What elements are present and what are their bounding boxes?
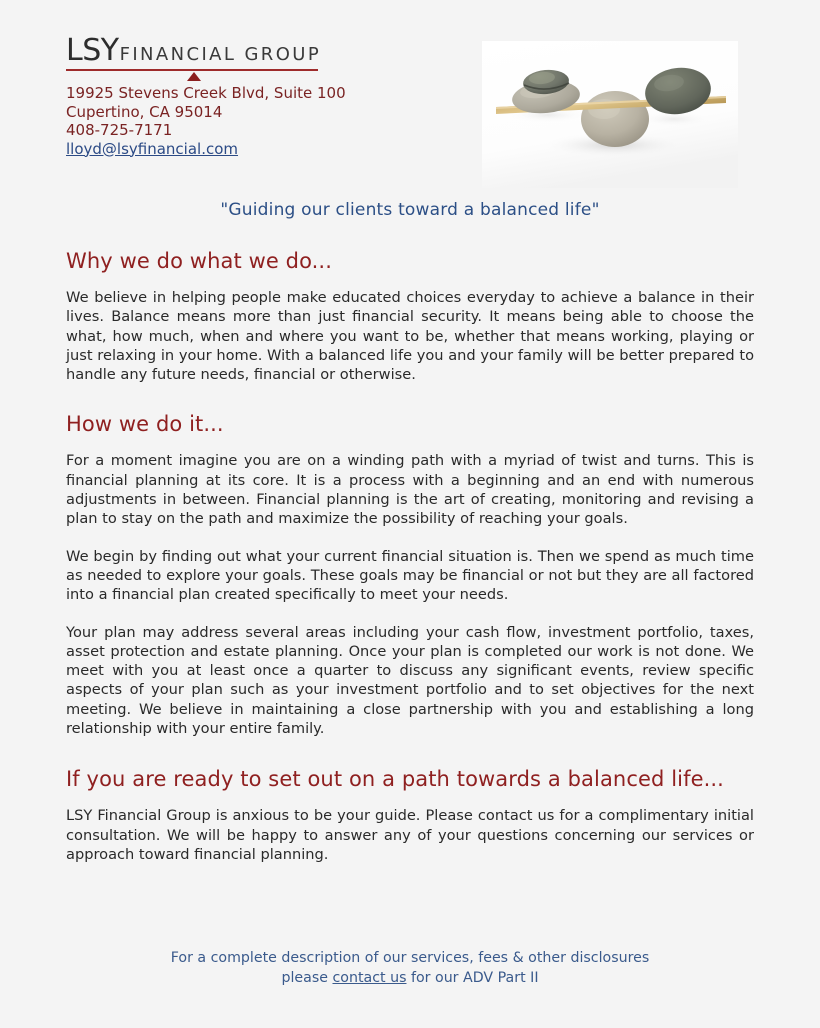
section-paragraph: For a moment imagine you are on a winding path with a myriad of twist and turns. This is financial planning at its core. It is a process with a beginning and an end with numerous adjustments in between. Financial planning is the art of creating, monitoring and revising a plan to stay on the path and maximize the possibility of reaching your goals. — [66, 452, 754, 528]
logo-secondary-text: FINANCIAL GROUP — [119, 44, 322, 65]
section-title-how: How we do it... — [66, 412, 224, 437]
logo-underline-rule — [66, 69, 318, 71]
section-paragraph: LSY Financial Group is anxious to be your guide. Please contact us for a complimentary initial consultation. We will be happy to answer any of your questions concerning our services or approach toward financial planning. — [66, 807, 754, 863]
footer-line-2 — [0, 968, 820, 988]
section-title-ready: If you are ready to set out on a path towards a balanced life... — [66, 767, 724, 792]
section-title-why: Why we do what we do... — [66, 249, 332, 273]
brand-block — [66, 33, 396, 158]
address-line-2: Cupertino, CA 95014 — [66, 102, 223, 121]
company-logo — [66, 33, 396, 68]
stones-illustration — [482, 41, 738, 188]
footer-text-after: for our ADV Part II — [406, 970, 539, 986]
footer-text-before: please — [281, 970, 333, 986]
tagline: "Guiding our clients toward a balanced life" — [220, 200, 600, 220]
section-paragraph: Your plan may address several areas including your cash flow, investment portfolio, taxes, asset protection and estate planning. Once your plan is completed our work is not done. We meet with you at least once a quarter to discuss any significant events, review specific aspects of your plan such as your investment portfolio and to set objectives for the next meeting. We believe in maintaining a close partnership with you and establishing a long relationship with your entire family. — [66, 623, 754, 738]
address-line-1: 19925 Stevens Creek Blvd, Suite 100 — [66, 84, 346, 102]
logo-triangle-icon — [187, 72, 201, 81]
section-paragraph: We begin by finding out what your current financial situation is. Then we spend as much time as needed to explore your goals. These goals may be financial or not but they are all factored into a financial plan created specifically to meet your needs. — [66, 547, 754, 604]
logo-primary-text: LSY — [66, 33, 119, 68]
contact-info — [66, 84, 396, 158]
footer-line-1: For a complete description of our services, fees & other disclosures — [170, 950, 650, 966]
phone-number: 408-725-7171 — [66, 121, 173, 139]
page-footer — [0, 948, 820, 988]
page-header — [0, 0, 820, 195]
main-content — [66, 248, 754, 864]
email-link[interactable]: lloyd@lsyfinancial.com — [66, 139, 239, 158]
contact-us-link[interactable]: contact us — [332, 970, 407, 986]
section-paragraph: We believe in helping people make educated choices everyday to achieve a balance in their lives. Balance means more than just financial security. It means being able to choose the what, how much, when and where you want to be, whether that means working, playing or just relaxing in your home. With a balanced life you and your family will be better prepared to handle any future needs, financial or otherwise. — [66, 289, 754, 384]
balanced-stones-photo — [482, 41, 738, 188]
